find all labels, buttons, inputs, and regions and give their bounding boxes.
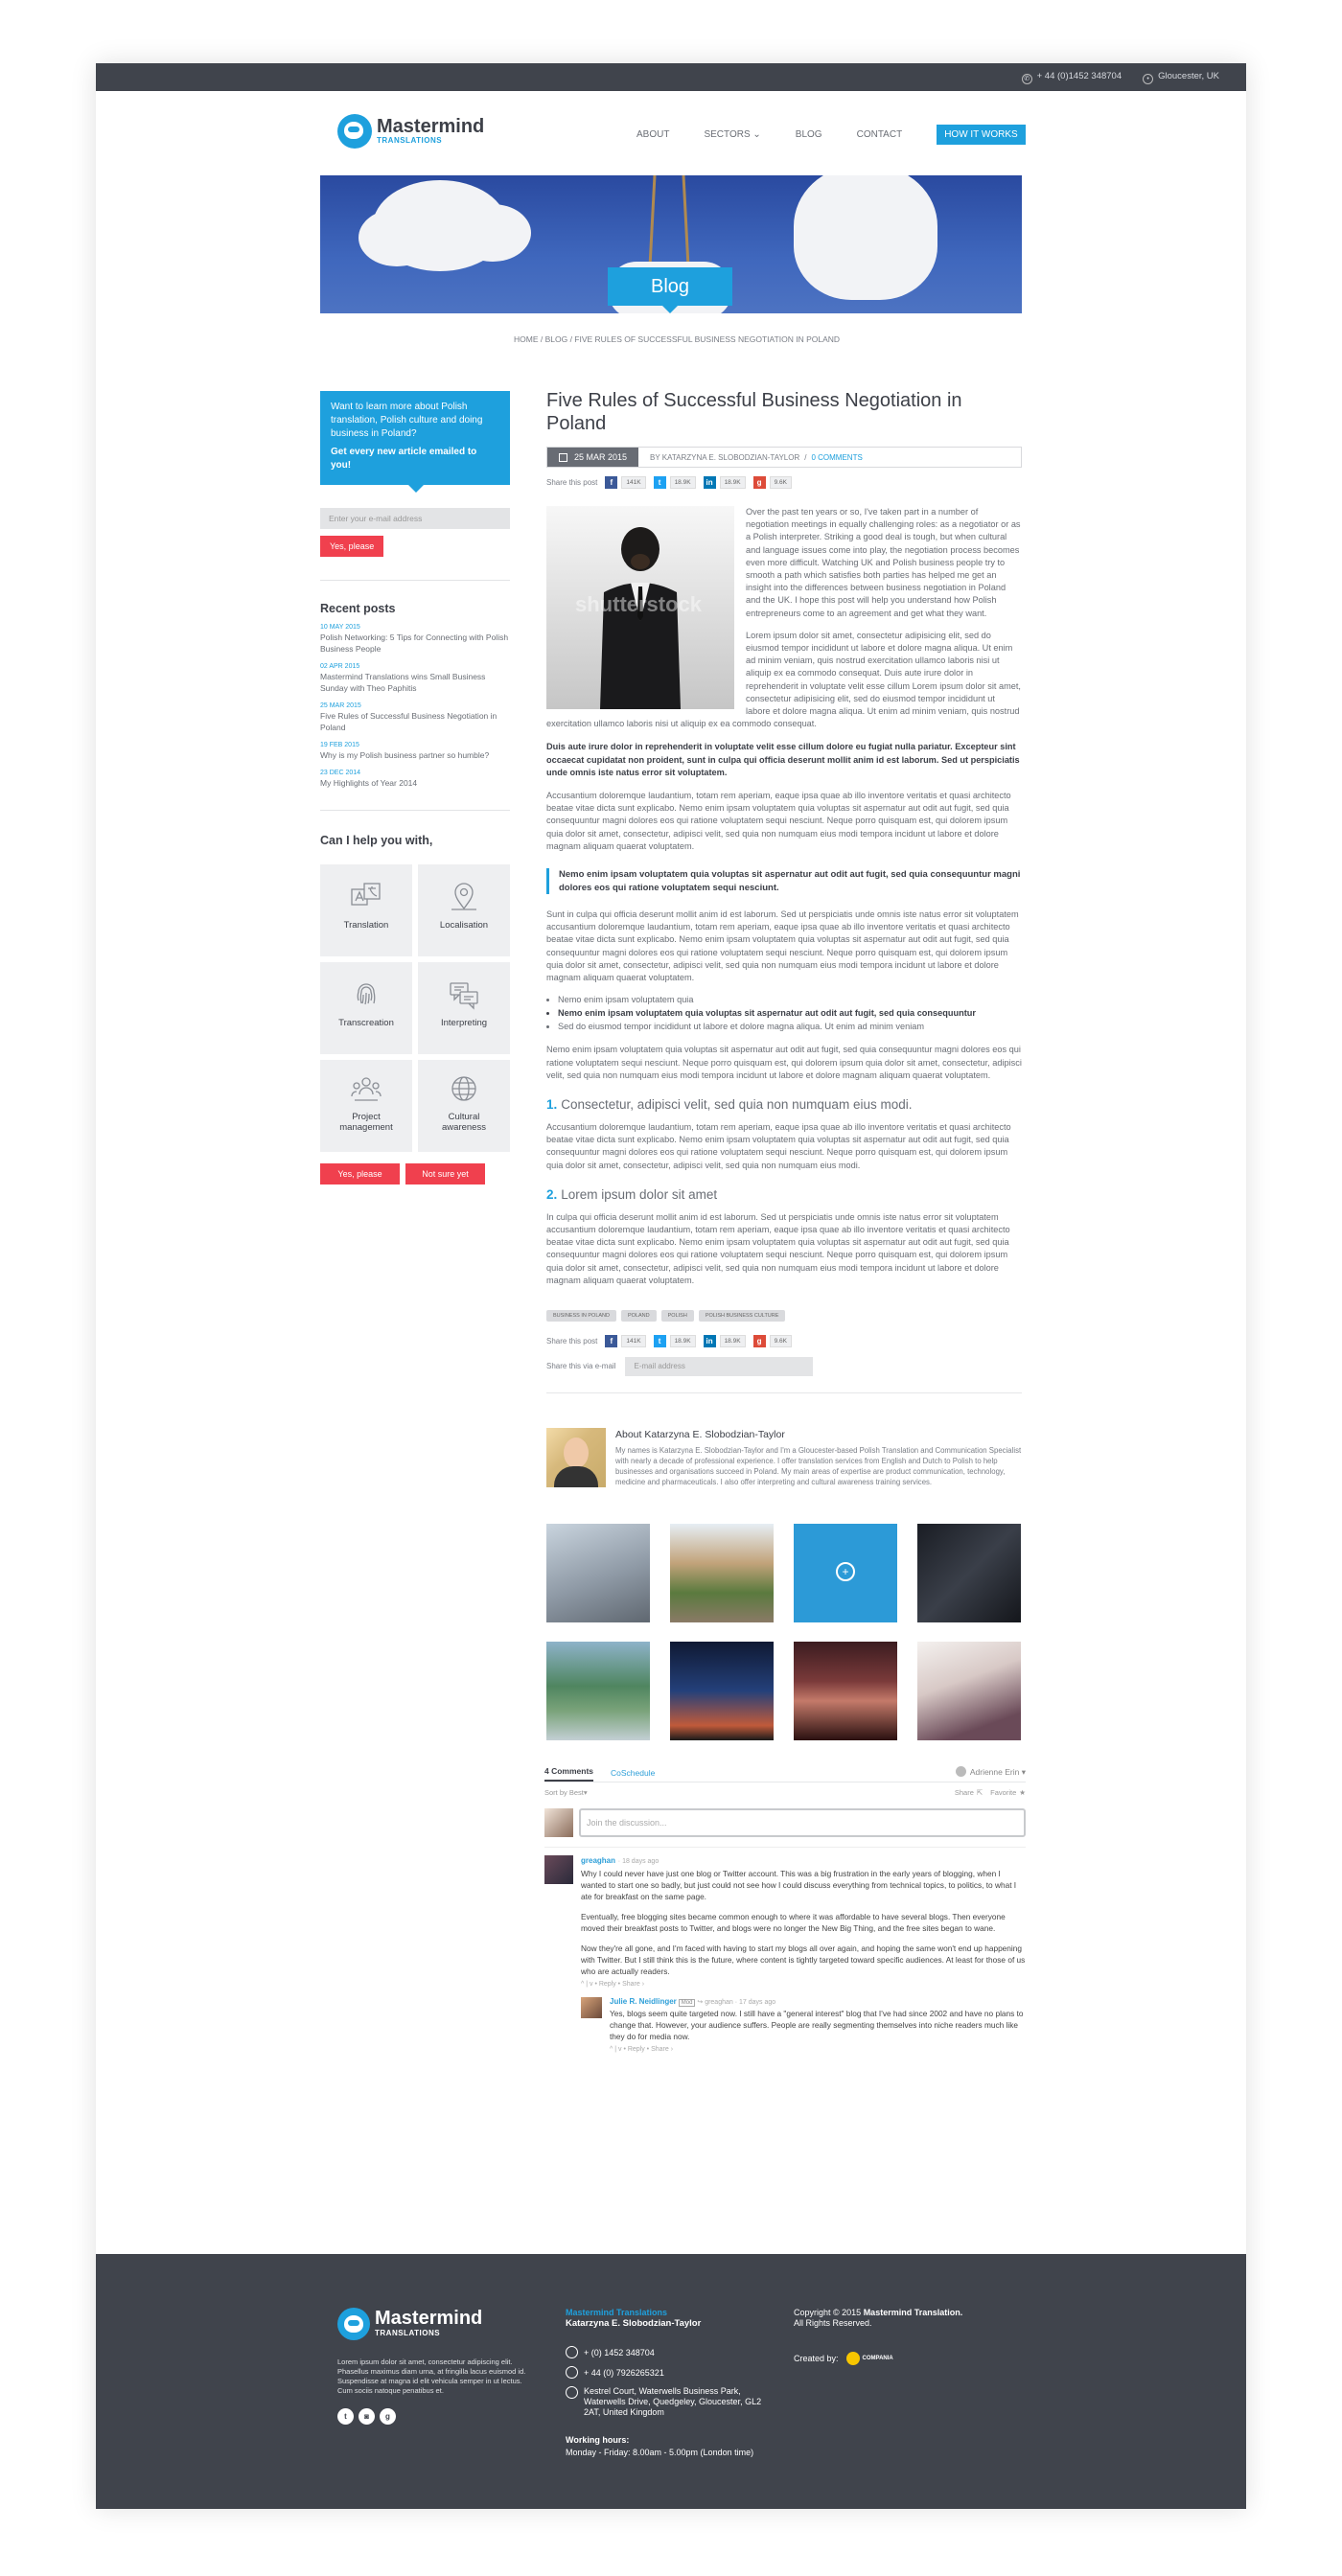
reply-to-name: greaghan (705, 1998, 733, 2006)
mod-badge: Mod (679, 1999, 696, 2007)
paragraph: Nemo enim ipsam voluptatem quia voluptas sit aspernatur aut odit aut fugit, sed quia consequuntur magni dolores eos qui ratione voluptatem sequi nesciunt. Neque porro quisquam est, qui dolorem ipsum quia dolor sit amet, consectetur, adipisci velit, sed quia non numquam eius modi tempora incidunt ut labore et dolore magnam aliquam quaerat voluptatem. (546, 1045, 1022, 1080)
paragraph-bold: Duis aute irure dolor in reprehenderit in voluptate velit esse cillum dolore eu fugiat nulla pariatur. Excepteur sint occaecat cupidatat non proident, sunt in culpa qui officia deserunt mollit anim id est laborum. Sed ut perspiciatis unde omnis iste natus error sit voluptatem. (546, 742, 1020, 777)
linkedin-icon[interactable]: in (704, 1335, 716, 1347)
facebook-icon[interactable]: f (605, 476, 617, 489)
comments-user[interactable]: Adrienne Erin ▾ (956, 1766, 1026, 1782)
author-bio: My names is Katarzyna E. Slobodzian-Taylor and I'm a Gloucester-based Polish Translation and Communication Specialist with nearly a decade of professional experience. I offer translation services from English and Dutch to Polish to help businesses and organisations succeed in Poland. My main areas of expertise are product communication, technology, medicine and pharmaceuticals. I also offer interpreting and cultural awareness training services. (615, 1445, 1022, 1486)
recent-post-title: Mastermind Translations wins Small Business Sunday with Theo Paphitis (320, 672, 486, 693)
brain-logo-icon (337, 114, 372, 149)
page (96, 63, 1246, 2509)
topbar-location-text: Gloucester, UK (1158, 70, 1219, 81)
nav-how-it-works[interactable]: HOW IT WORKS (937, 125, 1025, 145)
footer-logo-name: Mastermind (375, 2308, 483, 2329)
gallery-photo-presentation[interactable] (917, 1642, 1021, 1740)
comment (544, 1855, 1026, 2053)
footer-logo[interactable] (337, 2308, 539, 2340)
favorite-button[interactable]: Favorite (990, 1787, 1017, 1797)
facebook-icon[interactable]: f (605, 1335, 617, 1347)
creator-logo[interactable] (846, 2352, 893, 2365)
reply-ago: 17 days ago (739, 1998, 776, 2006)
author-box (546, 1392, 1022, 1487)
zoom-icon[interactable]: + (836, 1562, 855, 1581)
footer-hours: Monday - Friday: 8.00am - 5.00pm (London time) (566, 2448, 754, 2457)
footer-phone2[interactable] (566, 2366, 767, 2379)
brain-logo-icon (337, 2308, 370, 2340)
user-avatar-icon (956, 1766, 966, 1777)
paragraph: Lorem ipsum dolor sit amet, consectetur adipisicing elit, sed do eiusmod tempor incididunt ut labore et dolore magna aliqua. Ut enim ad minim veniam, quis nostrud exercitation ullamco laboris nisi ut aliquip ex ea commodo consequat. Duis aute irure dolor in reprehenderit in voluptate velit esse cillum Lorem ipsum dolor sit amet, consectetur adipisicing elit, sed do eiusmod tempor incididunt ut labore et dolore magna aliqua. Ut enim ad minim veniam, quis nostrud exercitation ullamco laboris nisi ut aliquip ex ea commodo consequat. (546, 630, 1021, 729)
comment-avatar (544, 1855, 573, 1884)
share-icon: ⇱ (976, 1787, 983, 1797)
gallery-photo-resort[interactable] (546, 1642, 650, 1740)
recent-post-title: Why is my Polish business partner so humble? (320, 750, 490, 760)
recent-post-date: 02 APR 2015 (320, 663, 360, 670)
location-icon: • (1143, 74, 1153, 84)
comments-share[interactable]: Share (954, 1787, 974, 1797)
article-date-text: 25 MAR 2015 (574, 452, 628, 462)
recent-post[interactable] (320, 742, 510, 761)
chat-bubbles-icon (448, 979, 480, 1010)
googleplus-icon[interactable]: g (753, 1335, 766, 1347)
blockquote: Nemo enim ipsam voluptatem quia voluptas sit aspernatur aut odit aut fugit, sed quia consequuntur magni dolores eos qui ratione voluptatem sequi nesciunt. (546, 868, 1022, 894)
footer-logo-sub: TRANSLATIONS (375, 2329, 441, 2337)
share-count: 141K (621, 476, 645, 489)
recent-post-date: 25 MAR 2015 (320, 702, 361, 709)
heading-number: 1. (546, 1096, 558, 1112)
email-share-input[interactable]: E-mail address (625, 1357, 813, 1376)
service-cultural-awareness[interactable] (418, 1060, 510, 1152)
translation-icon (350, 882, 382, 912)
paragraph: Sunt in culpa qui officia deserunt mollit anim id est laborum. Sed ut perspiciatis unde omnis iste natus error sit voluptatem accusantium doloremque laudantium, totam rem aperiam, eaque ipsa quae ab illo inventore veritatis et quasi architecto beatae vitae dicta sunt explicabo. Nemo enim ipsam voluptatem quia voluptas sit aspernatur aut odit aut fugit, sed quia consequuntur magni dolores eos qui ratione voluptatem sequi nesciunt. Neque porro quisquam est, qui dolorem ipsum quia dolor sit amet, consectetur, adipisci velit, sed quia non numquam eius modi tempora incidunt ut labore et dolore magnam aliquam quaerat voluptatem. (546, 909, 1019, 983)
twitter-icon[interactable]: t (654, 1335, 666, 1347)
created-by-label: Created by: (794, 2353, 839, 2363)
comment-author[interactable]: greaghan (581, 1855, 616, 1865)
gallery-photo-audience[interactable] (794, 1642, 897, 1740)
share-bar-bottom (546, 1335, 1022, 1347)
topbar-phone[interactable] (1022, 71, 1122, 84)
hero-label: Blog (608, 267, 732, 306)
service-label: Interpreting (440, 1018, 488, 1028)
service-translation[interactable] (320, 864, 412, 956)
recent-posts-title: Recent posts (320, 602, 396, 615)
rope-right (683, 175, 690, 266)
instagram-icon[interactable]: ◙ (359, 2408, 375, 2425)
service-label: Localisation (439, 920, 489, 931)
service-label: Project management (339, 1112, 393, 1133)
linkedin-icon[interactable]: in (704, 476, 716, 489)
twitter-icon[interactable]: t (337, 2408, 354, 2425)
copyright-brand: Mastermind Translation. (863, 2308, 963, 2317)
subscribe-button[interactable]: Yes, please (320, 536, 383, 557)
photo-gallery (546, 1524, 1022, 1740)
gallery-photo-building[interactable] (670, 1524, 774, 1622)
email-share (546, 1357, 1022, 1376)
breadcrumb[interactable]: HOME / BLOG / FIVE RULES OF SUCCESSFUL BUSINESS NEGOTIATION IN POLAND (514, 334, 841, 344)
list-item: • Nemo enim ipsam voluptatem quia voluptas sit aspernatur aut odit aut fugit, sed quia consequuntur (558, 1006, 1022, 1020)
comments-tabs (544, 1765, 1026, 1782)
chevron-down-icon: ▾ (583, 1787, 588, 1797)
recent-post-date: 10 MAY 2015 (320, 624, 360, 631)
tab-comments[interactable]: 4 Comments (544, 1766, 593, 1782)
phone-icon: ✆ (1022, 74, 1032, 84)
footer-phone1-text: + (0) 1452 348704 (584, 2348, 655, 2358)
help-title: Can I help you with, (320, 834, 433, 847)
footer-contact (566, 2308, 767, 2458)
share-bar-top (546, 476, 1022, 489)
service-project-management[interactable] (320, 1060, 412, 1152)
comment-input[interactable]: Join the discussion... (579, 1808, 1026, 1837)
comment-ago: 18 days ago (622, 1857, 659, 1865)
heading-number: 2. (546, 1186, 558, 1202)
footer-person: Katarzyna E. Slobodzian-Taylor (566, 2318, 702, 2329)
author-avatar (546, 1428, 606, 1487)
nav-blog[interactable]: BLOG (795, 129, 822, 140)
comment-reply (581, 1997, 1026, 2053)
heading-text: Lorem ipsum dolor sit amet (561, 1186, 718, 1202)
help-not-sure-button[interactable]: Not sure yet (405, 1163, 485, 1184)
team-icon (350, 1073, 382, 1104)
globe-icon (448, 1073, 480, 1104)
paragraph: Accusantium doloremque laudantium, totam rem aperiam, eaque ipsa quae ab illo inventore veritatis et quasi architecto beatae vitae dicta sunt explicabo. Nemo enim ipsam voluptatem quia voluptas sit aspernatur aut odit aut fugit, sed quia consequuntur magni dolores eos qui ratione voluptatem sequi nesciunt. Neque porro quisquam est, qui dolorem ipsum quia dolor sit amet, consectetur, adipisci velit, sed quia non numquam eius modi. (546, 1121, 1011, 1170)
comment-time: · 18 days ago (617, 1857, 659, 1865)
tag[interactable]: POLAND (621, 1310, 657, 1322)
reply-author[interactable]: Julie R. Neidlinger (610, 1996, 677, 2006)
footer-address (566, 2386, 767, 2418)
list-item: • Nemo enim ipsam voluptatem quia (558, 993, 1022, 1006)
chevron-down-icon: ⌄ (752, 129, 761, 140)
googleplus-icon[interactable]: g (753, 476, 766, 489)
gallery-photo-interview[interactable] (917, 1524, 1021, 1622)
image-watermark: shutterstock (575, 592, 703, 616)
comment-actions[interactable]: ^ | v • Reply • Share › (610, 2045, 674, 2053)
footer-hours-title: Working hours: (566, 2435, 630, 2445)
tag[interactable]: BUSINESS IN POLAND (546, 1310, 616, 1322)
rope-left (649, 175, 657, 266)
footer (96, 2254, 1246, 2509)
recent-post[interactable] (320, 624, 510, 655)
logo[interactable] (337, 114, 484, 149)
recent-post-title: My Highlights of Year 2014 (320, 778, 418, 788)
service-interpreting[interactable] (418, 962, 510, 1054)
article-title: Five Rules of Successful Business Negotiation in Poland (546, 390, 962, 434)
meta-separator: / (804, 452, 807, 462)
share-count: 141K (621, 1335, 645, 1347)
footer-about-text: Lorem ipsum dolor sit amet, consectetur adipiscing elit. Phasellus maximus diam urna, at fringilla lacus euismod id. Suspendisse at magna id elit vehicula semper in ut lectus. Cum sociis natoque penatibus et. (337, 2358, 526, 2395)
paragraph: In culpa qui officia deserunt mollit anim id est laborum. Sed ut perspiciatis unde omnis iste natus error sit voluptatem accusantium doloremque laudantium, totam rem aperiam, eaque ipsa quae ab illo inventore veritatis et quasi architecto beatae vitae dicta sunt explicabo. Nemo enim ipsam voluptatem quia voluptas sit aspernatur aut odit aut fugit, sed quia consequuntur magni dolores eos qui ratione voluptatem sequi nesciunt. Neque porro quisquam est, qui dolorem ipsum quia dolor sit amet, consectetur, adipisci velit, sed quia non numquam eius modi tempora incidunt ut labore et dolore magnam aliquam quaerat voluptatem. (546, 1211, 1010, 1285)
help-yes-button[interactable]: Yes, please (320, 1163, 400, 1184)
recent-post-title: Polish Networking: 5 Tips for Connecting with Polish Business People (320, 632, 509, 654)
share-count: 9.6K (770, 1335, 792, 1347)
share-label: Share this post (546, 1336, 598, 1346)
article-author[interactable]: BY KATARZYNA E. SLOBODZIAN-TAYLOR (650, 452, 800, 462)
numbered-heading-1 (546, 1097, 1022, 1112)
service-label: Translation (343, 920, 389, 931)
footer-phone1[interactable] (566, 2346, 767, 2358)
top-bar (96, 63, 1246, 91)
tag[interactable]: POLISH BUSINESS CULTURE (699, 1310, 786, 1322)
comment-composer (544, 1808, 1026, 1837)
nav-sectors-label: SECTORS (704, 129, 751, 140)
bullet-list (546, 993, 1022, 1033)
subscribe-box (320, 391, 510, 485)
service-transcreation[interactable] (320, 962, 412, 1054)
copyright-text: Copyright © 2015 (794, 2308, 864, 2317)
sidebar (320, 391, 510, 1184)
location-icon (566, 2386, 578, 2399)
featured-image (546, 506, 734, 709)
nav-about[interactable]: ABOUT (636, 129, 670, 140)
recent-post[interactable] (320, 663, 510, 694)
gallery-photo-laptop[interactable] (546, 1524, 650, 1622)
recent-post[interactable] (320, 770, 510, 789)
article (544, 389, 1026, 2053)
numbered-heading-2 (546, 1187, 1022, 1202)
composer-avatar (544, 1808, 573, 1837)
subscribe-text: Want to learn more about Polish translation, Polish culture and doing business in Poland? (331, 402, 483, 439)
share-count: 18.9K (670, 476, 696, 489)
recent-post-date: 19 FEB 2015 (320, 742, 359, 748)
topbar-phone-text: + 44 (0)1452 348704 (1036, 70, 1122, 81)
footer-copyright (794, 2308, 1005, 2365)
speech-cloud-left-puff2 (454, 204, 531, 262)
share-count: 9.6K (770, 476, 792, 489)
share-count: 18.9K (720, 476, 746, 489)
share-count: 18.9K (720, 1335, 746, 1347)
googleplus-icon[interactable]: g (380, 2408, 396, 2425)
recent-post[interactable] (320, 702, 510, 733)
tag[interactable]: POLISH (661, 1310, 694, 1322)
comments-section (544, 1765, 1026, 2053)
share-label: Share this post (546, 478, 598, 487)
nav-contact[interactable]: CONTACT (856, 129, 903, 140)
subscribe-email-input[interactable]: Enter your e-mail address (320, 508, 510, 529)
speech-cloud-left-puff (359, 209, 435, 266)
footer-about (337, 2308, 539, 2425)
gallery-photo-highlighted[interactable] (794, 1524, 897, 1622)
comment-text: Yes, blogs seem quite targeted now. I still have a "general interest" blog that I've had since 2002 and have no plans to change that. However, your audience suffers. People are really segmenting themselves into niche readers much like they do for media now. (610, 2008, 1024, 2041)
tag-list (546, 1310, 1022, 1322)
recent-post-title: Five Rules of Successful Business Negotiation in Poland (320, 711, 497, 732)
footer-company: Mastermind Translations (566, 2308, 668, 2317)
phone-icon (566, 2346, 578, 2358)
created-by (794, 2352, 1005, 2365)
comment-text: Now they're all gone, and I'm faced with having to start my blogs all over again, and hoping the same won't end up happening with Twitter. But I still think this is the future, where content is tightly targeted toward specific audiences. At least for those of us who are actually readers. (581, 1943, 1026, 1976)
service-localisation[interactable] (418, 864, 510, 956)
reply-avatar (581, 1997, 602, 2018)
footer-social (337, 2408, 539, 2425)
rights-text: All Rights Reserved. (794, 2318, 872, 2328)
services-grid (320, 864, 510, 1152)
comments-toolbar (544, 1788, 1026, 1797)
comment-actions[interactable]: ^ | v • Reply • Share › (581, 1980, 645, 1988)
creator-logo-icon (846, 2352, 860, 2365)
gallery-photo-speaker[interactable] (670, 1642, 774, 1740)
topbar-location (1143, 71, 1219, 84)
hero-banner (320, 175, 1022, 313)
star-icon: ★ (1019, 1787, 1026, 1797)
footer-phone2-text: + 44 (0) 7926265321 (584, 2368, 664, 2378)
comment-text: Why I could never have just one blog or Twitter account. This was a big frustration in the early years of blogging, when I wanted to start one so badly, but just could not see how I could discuss everything from technical topics, to politics, to what I ate for breakfast on the same page. (581, 1868, 1017, 1901)
heading-text: Consectetur, adipisci velit, sed quia non numquam eius modi. (561, 1096, 913, 1112)
recent-posts-list (320, 624, 510, 789)
speech-bubble-right (794, 175, 937, 300)
article-body (546, 506, 1022, 1287)
footer-address-text: Kestrel Court, Waterwells Business Park, Waterwells Drive, Quedgeley, Gloucester, GL2 2AT, United Kingdom (584, 2386, 762, 2417)
recent-post-date: 23 DEC 2014 (320, 770, 361, 776)
sort-dropdown[interactable]: Sort by Best (544, 1787, 584, 1797)
article-date (547, 448, 638, 467)
logo-sub: TRANSLATIONS (377, 136, 443, 145)
paragraph: Over the past ten years or so, I've taken part in a number of negotiation meetings in equally challenging roles: as a negotiator or as a Polish interpreter. Striking a good deal is tough, but when cultural and language issues come into play, the negotiation process becomes even more difficult. Watching UK and Polish business people try to smooth a path which satisfies both parties has helped me get an insight into the differences between business negotiation in Poland and the UK. I hope this post will help you understand how Polish entrepreneurs come to an agreement and get what they want. (746, 507, 1021, 618)
twitter-icon[interactable]: t (654, 476, 666, 489)
share-count: 18.9K (670, 1335, 696, 1347)
reply-to: ↪ greaghan · 17 days ago (697, 1998, 776, 2006)
paragraph: Accusantium doloremque laudantium, totam rem aperiam, eaque ipsa quae ab illo inventore veritatis et quasi architecto beatae vitae dicta sunt explicabo. Nemo enim ipsam voluptatem quia voluptas sit aspernatur aut odit aut fugit, sed quia consequuntur magni dolores eos qui ratione voluptatem sequi nesciunt. Neque porro quisquam est, qui dolorem ipsum quia dolor sit amet, consectetur, adipisci velit, sed quia non numquam eius modi tempora incidunt ut labore et dolore magnam aliquam quaerat voluptatem. (546, 791, 1011, 851)
service-label: Transcreation (338, 1018, 394, 1028)
fingerprint-icon (350, 979, 382, 1010)
main-nav (636, 125, 1026, 145)
article-comments-link[interactable]: 0 COMMENTS (811, 452, 863, 462)
article-meta (546, 447, 1022, 468)
map-pin-icon (448, 882, 480, 912)
comment-text: Eventually, free blogging sites became common enough to where it was affordable to have several blogs. Then everyone moved their breakfast posts to Twitter, and blogs were no longer the New Big Thing, and the free sites began to wane. (581, 1911, 1006, 1933)
list-item: • Sed do eiusmod tempor incididunt ut labore et dolore magna aliqua. Ut enim ad minim veniam (558, 1020, 1022, 1033)
subscribe-bold: Get every new article emailed to you! (331, 447, 477, 471)
logo-name: Mastermind (377, 116, 485, 137)
nav-sectors[interactable] (704, 129, 760, 140)
service-label: Cultural awareness (442, 1112, 486, 1133)
author-title: About Katarzyna E. Slobodzian-Taylor (615, 1428, 785, 1440)
mobile-icon (566, 2366, 578, 2379)
comments-user-name: Adrienne Erin (969, 1766, 1020, 1777)
tab-site[interactable]: CoSchedule (611, 1767, 656, 1778)
creator-name: COMPANIA (862, 2355, 893, 2361)
calendar-icon (559, 453, 567, 462)
email-share-label: Share this via e-mail (546, 1362, 616, 1371)
